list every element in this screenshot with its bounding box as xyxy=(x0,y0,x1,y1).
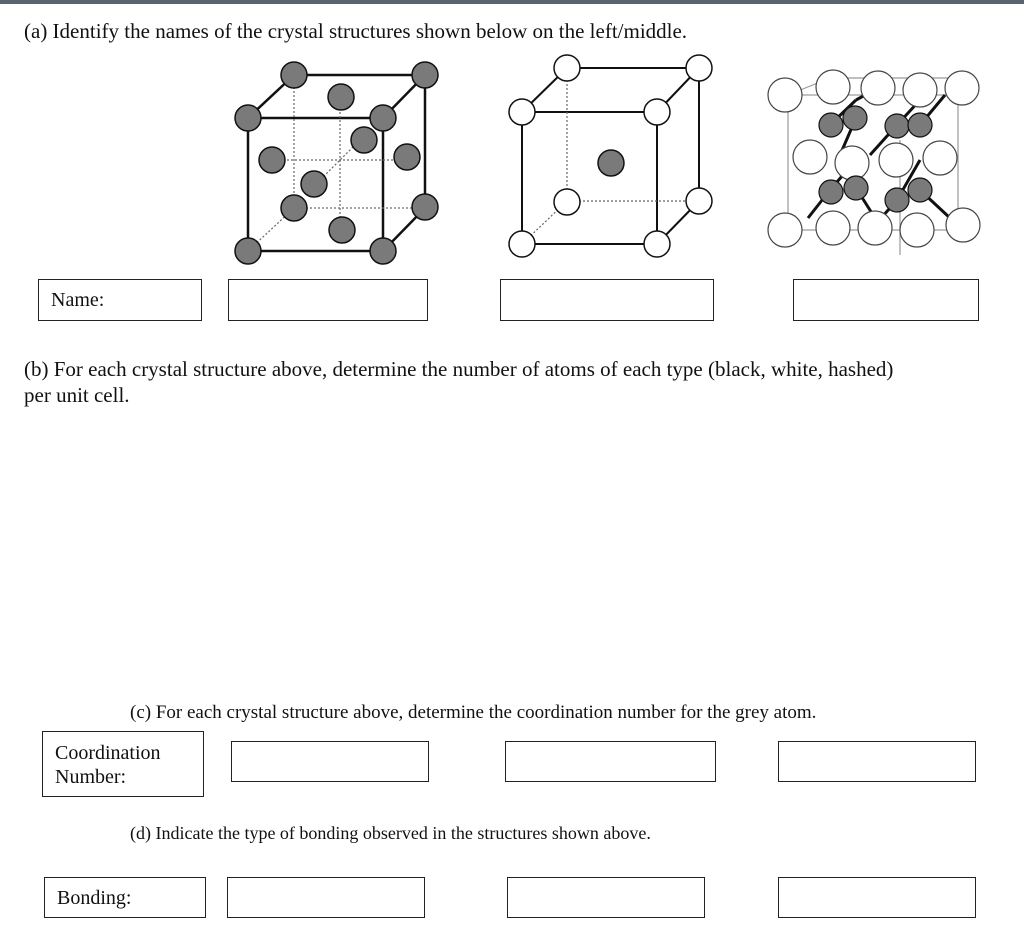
grey-atom xyxy=(370,238,396,264)
name-answer-3[interactable] xyxy=(793,279,979,321)
white-atom xyxy=(793,140,827,174)
top-bar xyxy=(0,0,1024,4)
name-answer-2[interactable] xyxy=(500,279,714,321)
bonding-answer-1[interactable] xyxy=(227,877,425,918)
white-atom xyxy=(686,55,712,81)
grey-atom xyxy=(259,147,285,173)
white-atom xyxy=(945,71,979,105)
coordination-label-line-2: Number: xyxy=(55,766,127,788)
white-atom xyxy=(946,208,980,242)
grey-atom xyxy=(235,105,261,131)
bonding-label: Bonding: xyxy=(57,886,132,909)
grey-atom xyxy=(908,178,932,202)
white-atom xyxy=(644,99,670,125)
grey-atom xyxy=(394,144,420,170)
grey-atom xyxy=(329,217,355,243)
coordination-label-line-1: Coordination xyxy=(55,742,161,764)
grey-atom xyxy=(281,195,307,221)
grey-atom xyxy=(328,84,354,110)
grey-atom xyxy=(843,106,867,130)
bonding-answer-3[interactable] xyxy=(778,877,976,918)
grey-atom xyxy=(412,194,438,220)
coordination-label-box xyxy=(42,731,204,797)
grey-atom xyxy=(598,150,624,176)
white-atom xyxy=(554,55,580,81)
question-a: (a) Identify the names of the crystal structures shown below on the left/middle. xyxy=(24,19,688,43)
white-atom xyxy=(858,211,892,245)
white-atom xyxy=(816,70,850,104)
white-atom xyxy=(816,211,850,245)
question-b xyxy=(24,356,893,408)
name-answer-1[interactable] xyxy=(228,279,428,321)
white-atom xyxy=(686,188,712,214)
white-atom xyxy=(768,213,802,247)
grey-atom xyxy=(819,113,843,137)
question-b-line-2: per unit cell. xyxy=(24,383,130,407)
grey-atom xyxy=(412,62,438,88)
question-d: (d) Indicate the type of bonding observed in the structures shown above. xyxy=(130,823,651,843)
white-atom xyxy=(509,231,535,257)
grey-atom xyxy=(885,114,909,138)
grey-atom xyxy=(844,176,868,200)
question-b-line-1: (b) For each crystal structure above, determine the number of atoms of each type (black, white, hashed) xyxy=(24,357,894,381)
white-atom xyxy=(835,146,869,180)
white-atom xyxy=(644,231,670,257)
question-c: (c) For each crystal structure above, determine the coordination number for the grey atom. xyxy=(130,702,817,723)
coordination-answer-3[interactable] xyxy=(778,741,976,782)
white-atom xyxy=(768,78,802,112)
grey-atom xyxy=(351,127,377,153)
grey-atom xyxy=(281,62,307,88)
bonding-answer-2[interactable] xyxy=(507,877,705,918)
grey-atom xyxy=(370,105,396,131)
white-atom xyxy=(554,189,580,215)
name-label: Name: xyxy=(51,289,105,311)
white-atom xyxy=(923,141,957,175)
grey-atom xyxy=(235,238,261,264)
bonding-label-box xyxy=(44,877,206,918)
grey-atom xyxy=(885,188,909,212)
grey-atom xyxy=(301,171,327,197)
white-atom xyxy=(900,213,934,247)
grey-atom xyxy=(819,180,843,204)
white-atom xyxy=(879,143,913,177)
coordination-answer-2[interactable] xyxy=(505,741,716,782)
grey-atom xyxy=(908,113,932,137)
coordination-answer-1[interactable] xyxy=(231,741,429,782)
white-atom xyxy=(903,73,937,107)
white-atom xyxy=(509,99,535,125)
white-atom xyxy=(861,71,895,105)
name-label-box xyxy=(38,279,202,321)
